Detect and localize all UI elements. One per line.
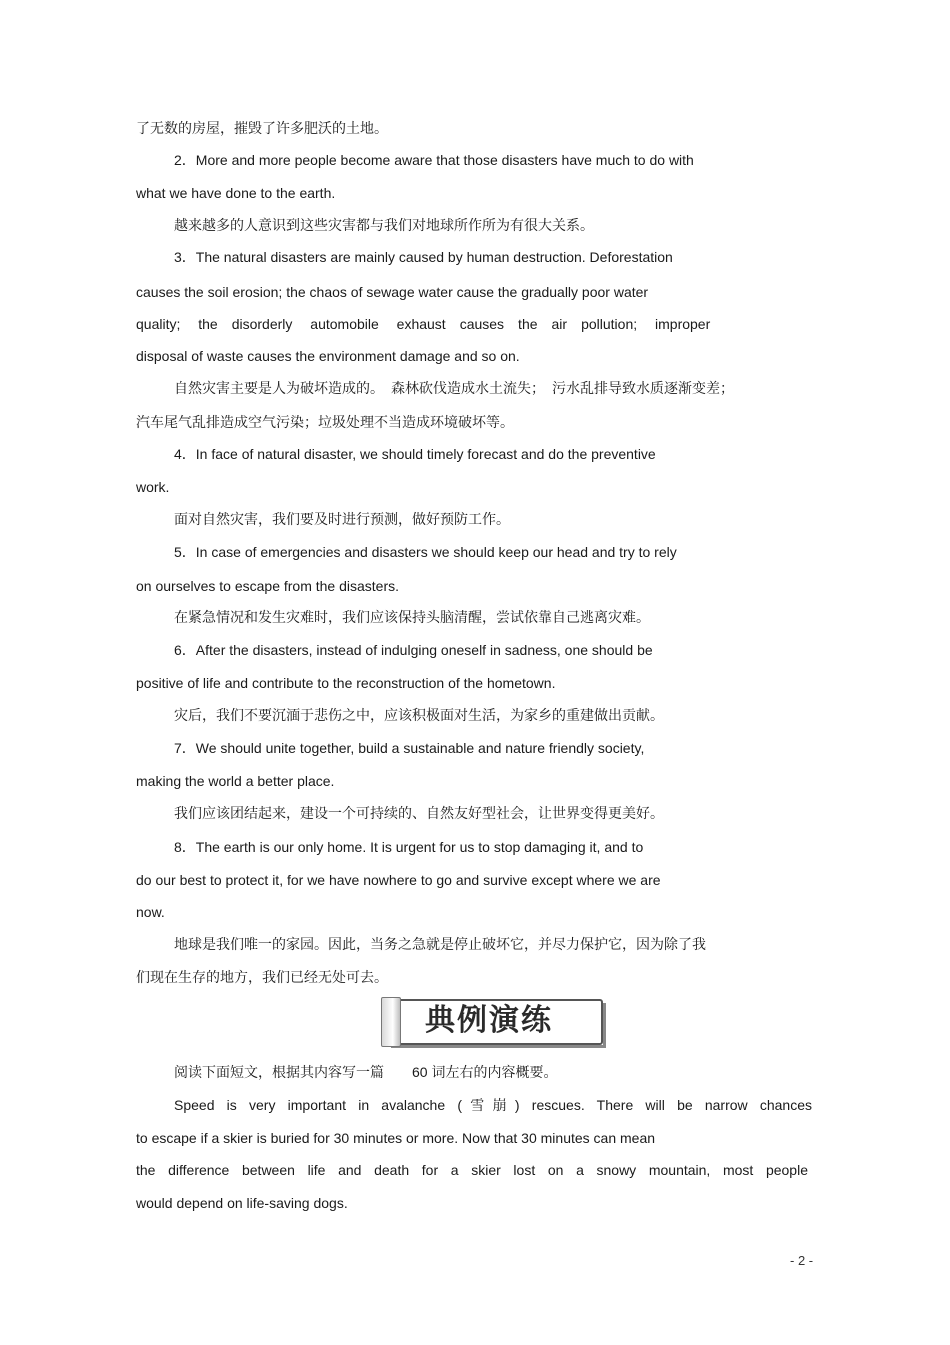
exercise-text: to escape if a skier is buried for 30 minutes or more. Now that 30 minutes can mean [136,1130,656,1146]
exercise-text: would depend on life-saving dogs. [136,1195,348,1211]
text-line: 了无数的房屋，摧毁了许多肥沃的土地。 [136,120,388,136]
sentence-2-zh: 越来越多的人意识到这些灾害都与我们对地球所作所为有很大关系。 [174,217,594,233]
banner-title: 典例演练 [425,1003,553,1038]
sentence-4-zh: 面对自然灾害，我们要及时进行预测，做好预防工作。 [174,511,510,527]
exercise-text: Speed is very important in avalanche (雪崩) rescues. There will be narrow chances [174,1097,812,1113]
banner-scroll-tab [381,997,401,1047]
sentence-8-en: 8．The earth is our only home. It is urgent for us to stop damaging it, and to [174,839,644,855]
text-line: positive of life and contribute to the reconstruction of the hometown. [136,675,556,691]
text-line: work. [136,479,170,495]
sentence-3-zh: 自然灾害主要是人为破坏造成的。 森林砍伐造成水土流失； 污水乱排导致水质逐渐变差； [174,380,734,396]
page-number: - 2 - [790,1253,814,1268]
text-line: what we have done to the earth. [136,185,336,201]
sentence-6-en: 6．After the disasters, instead of indulging oneself in sadness, one should be [174,642,653,658]
sentence-4-en: 4．In face of natural disaster, we should timely forecast and do the preventive [174,446,656,462]
sentence-7-zh: 我们应该团结起来，建设一个可持续的、自然友好型社会，让世界变得更美好。 [174,805,664,821]
text-line: do our best to protect it, for we have nowhere to go and survive except where we are [136,872,661,888]
exercise-text: the difference between life and death for a skier lost on a snowy mountain, most people [136,1162,808,1178]
sentence-6-zh: 灾后，我们不要沉湎于悲伤之中，应该积极面对生活，为家乡的重建做出贡献。 [174,707,664,723]
section-banner [381,997,603,1047]
text-line: making the world a better place. [136,773,335,789]
text-line: 们现在生存的地方，我们已经无处可去。 [136,969,388,985]
text-line: quality; the disorderly automobile exhaust causes the air pollution; improper [136,316,711,332]
sentence-7-en: 7．We should unite together, build a sustainable and nature friendly society, [174,740,645,756]
text-line: on ourselves to escape from the disasters. [136,578,400,594]
sentence-8-zh: 地球是我们唯一的家园。因此，当务之急就是停止破坏它，并尽力保护它，因为除了我 [174,936,706,952]
sentence-2-en: 2．More and more people become aware that those disasters have much to do with [174,152,694,168]
exercise-instruction: 阅读下面短文，根据其内容写一篇 60 词左右的内容概要。 [174,1064,558,1080]
sentence-5-en: 5．In case of emergencies and disasters we should keep our head and try to rely [174,544,677,560]
sentence-5-zh: 在紧急情况和发生灾难时，我们应该保持头脑清醒，尝试依靠自己逃离灾难。 [174,609,650,625]
text-line: now. [136,904,165,920]
text-line: causes the soil erosion; the chaos of sewage water cause the gradually poor water [136,284,649,300]
sentence-3-en: 3．The natural disasters are mainly caused by human destruction. Deforestation [174,249,673,265]
text-line: disposal of waste causes the environment damage and so on. [136,348,520,364]
text-line: 汽车尾气乱排造成空气污染；垃圾处理不当造成环境破坏等。 [136,414,514,430]
